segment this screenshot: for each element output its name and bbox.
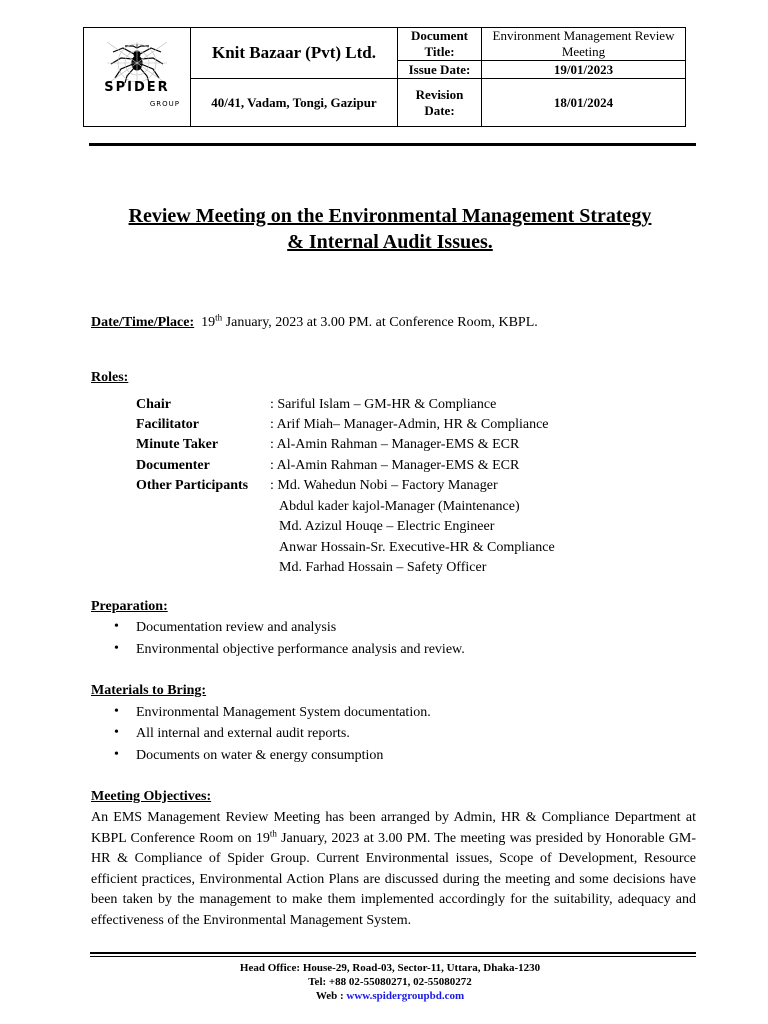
role-other-participants: Other Participants: [136, 478, 249, 493]
bullet-icon: •: [114, 619, 119, 634]
objectives-sup: th: [269, 827, 277, 838]
participant: Md. Farhad Hossain – Safety Officer: [279, 560, 487, 575]
footer-tel: Tel: +88 02-55080271, 02-55080272: [308, 976, 472, 988]
logo-wordmark: SPIDER: [104, 80, 170, 95]
bullet-icon: •: [114, 641, 119, 656]
spider-icon: [107, 42, 167, 84]
objectives-text-before: An EMS Management Review Meeting has been arranged by Admin, HR & Compliance Department at KBPL Conference Room on 19: [91, 810, 696, 846]
bullet-icon: •: [114, 725, 119, 740]
objectives-paragraph: [91, 808, 696, 931]
objectives-text-after: January, 2023 at 3.00 PM. The meeting was presided by Honorable GM-HR & Compliance of Spider Group. Current Environmental issues, Scope of Development, Resource efficient practices, Environmental Action Plans are discussed during the meeting and some decisions have been taken by the management to make them implemented accordingly for the suitability, adequacy and effectiveness of the Environmental Management System.: [91, 830, 696, 928]
list-item: Environmental objective performance analysis and review.: [136, 642, 465, 657]
list-item: Documents on water & energy consumption: [136, 748, 384, 763]
datetime-line: [91, 314, 538, 332]
participant: Anwar Hossain-Sr. Executive-HR & Compliance: [279, 540, 555, 555]
document-header-table: [83, 27, 686, 127]
role-other-participants-person: : Md. Wahedun Nobi – Factory Manager: [270, 478, 498, 493]
role-minute-taker: Minute Taker: [136, 437, 219, 452]
footer-divider-top: [90, 952, 696, 954]
company-name: Knit Bazaar (Pvt) Ltd.: [191, 28, 398, 79]
issue-date-value: 19/01/2023: [482, 61, 686, 79]
logo-cell: [84, 28, 191, 127]
preparation-heading: Preparation:: [91, 599, 168, 614]
spider-group-logo: [86, 42, 188, 112]
roles-heading: Roles:: [91, 370, 129, 385]
role-minute-taker-person: : Al-Amin Rahman – Manager-EMS & ECR: [270, 437, 520, 452]
list-item: All internal and external audit reports.: [136, 726, 350, 741]
footer-web: [84, 990, 696, 1003]
role-chair-person: : Sariful Islam – GM-HR & Compliance: [270, 397, 497, 412]
datetime-suffix: th: [215, 312, 223, 323]
role-facilitator-person: : Arif Miah– Manager-Admin, HR & Compliance: [270, 417, 549, 432]
doc-title-value: Environment Management Review Meeting: [482, 28, 686, 61]
page-title: [60, 203, 720, 255]
list-item: Environmental Management System documentation.: [136, 705, 431, 720]
participant: Md. Azizul Houqe – Electric Engineer: [279, 519, 495, 534]
header-divider: [89, 143, 696, 146]
issue-date-label: Issue Date:: [398, 61, 482, 79]
company-address: 40/41, Vadam, Tongi, Gazipur: [191, 79, 398, 127]
datetime-day: 19: [201, 315, 216, 330]
revision-date-value: 18/01/2024: [482, 79, 686, 127]
objectives-heading: Meeting Objectives:: [91, 789, 212, 804]
footer-address: Head Office: House-29, Road-03, Sector-11, Uttara, Dhaka-1230: [239, 962, 541, 974]
title-line-1: Review Meeting on the Environmental Management Strategy: [128, 205, 652, 227]
bullet-icon: •: [114, 704, 119, 719]
title-line-2: & Internal Audit Issues.: [287, 231, 493, 253]
participant: Abdul kader kajol-Manager (Maintenance): [279, 499, 520, 514]
role-documenter: Documenter: [136, 458, 210, 473]
logo-subtext: GROUP: [149, 100, 180, 108]
bullet-icon: •: [114, 747, 119, 762]
materials-heading: Materials to Bring:: [91, 683, 207, 698]
role-facilitator: Facilitator: [136, 417, 199, 432]
website-link[interactable]: www.spidergroupbd.com: [346, 990, 465, 1002]
datetime-rest: January, 2023 at 3.00 PM. at Conference Room, KBPL.: [222, 315, 538, 330]
footer-web-label: Web :: [315, 990, 347, 1002]
role-chair: Chair: [136, 397, 171, 412]
revision-date-label: Revision Date:: [398, 79, 482, 127]
list-item: Documentation review and analysis: [136, 620, 337, 635]
doc-title-label: Document Title:: [398, 28, 482, 61]
datetime-label: Date/Time/Place:: [91, 315, 195, 330]
footer-divider-bottom: [90, 956, 696, 957]
role-documenter-person: : Al-Amin Rahman – Manager-EMS & ECR: [270, 458, 520, 473]
